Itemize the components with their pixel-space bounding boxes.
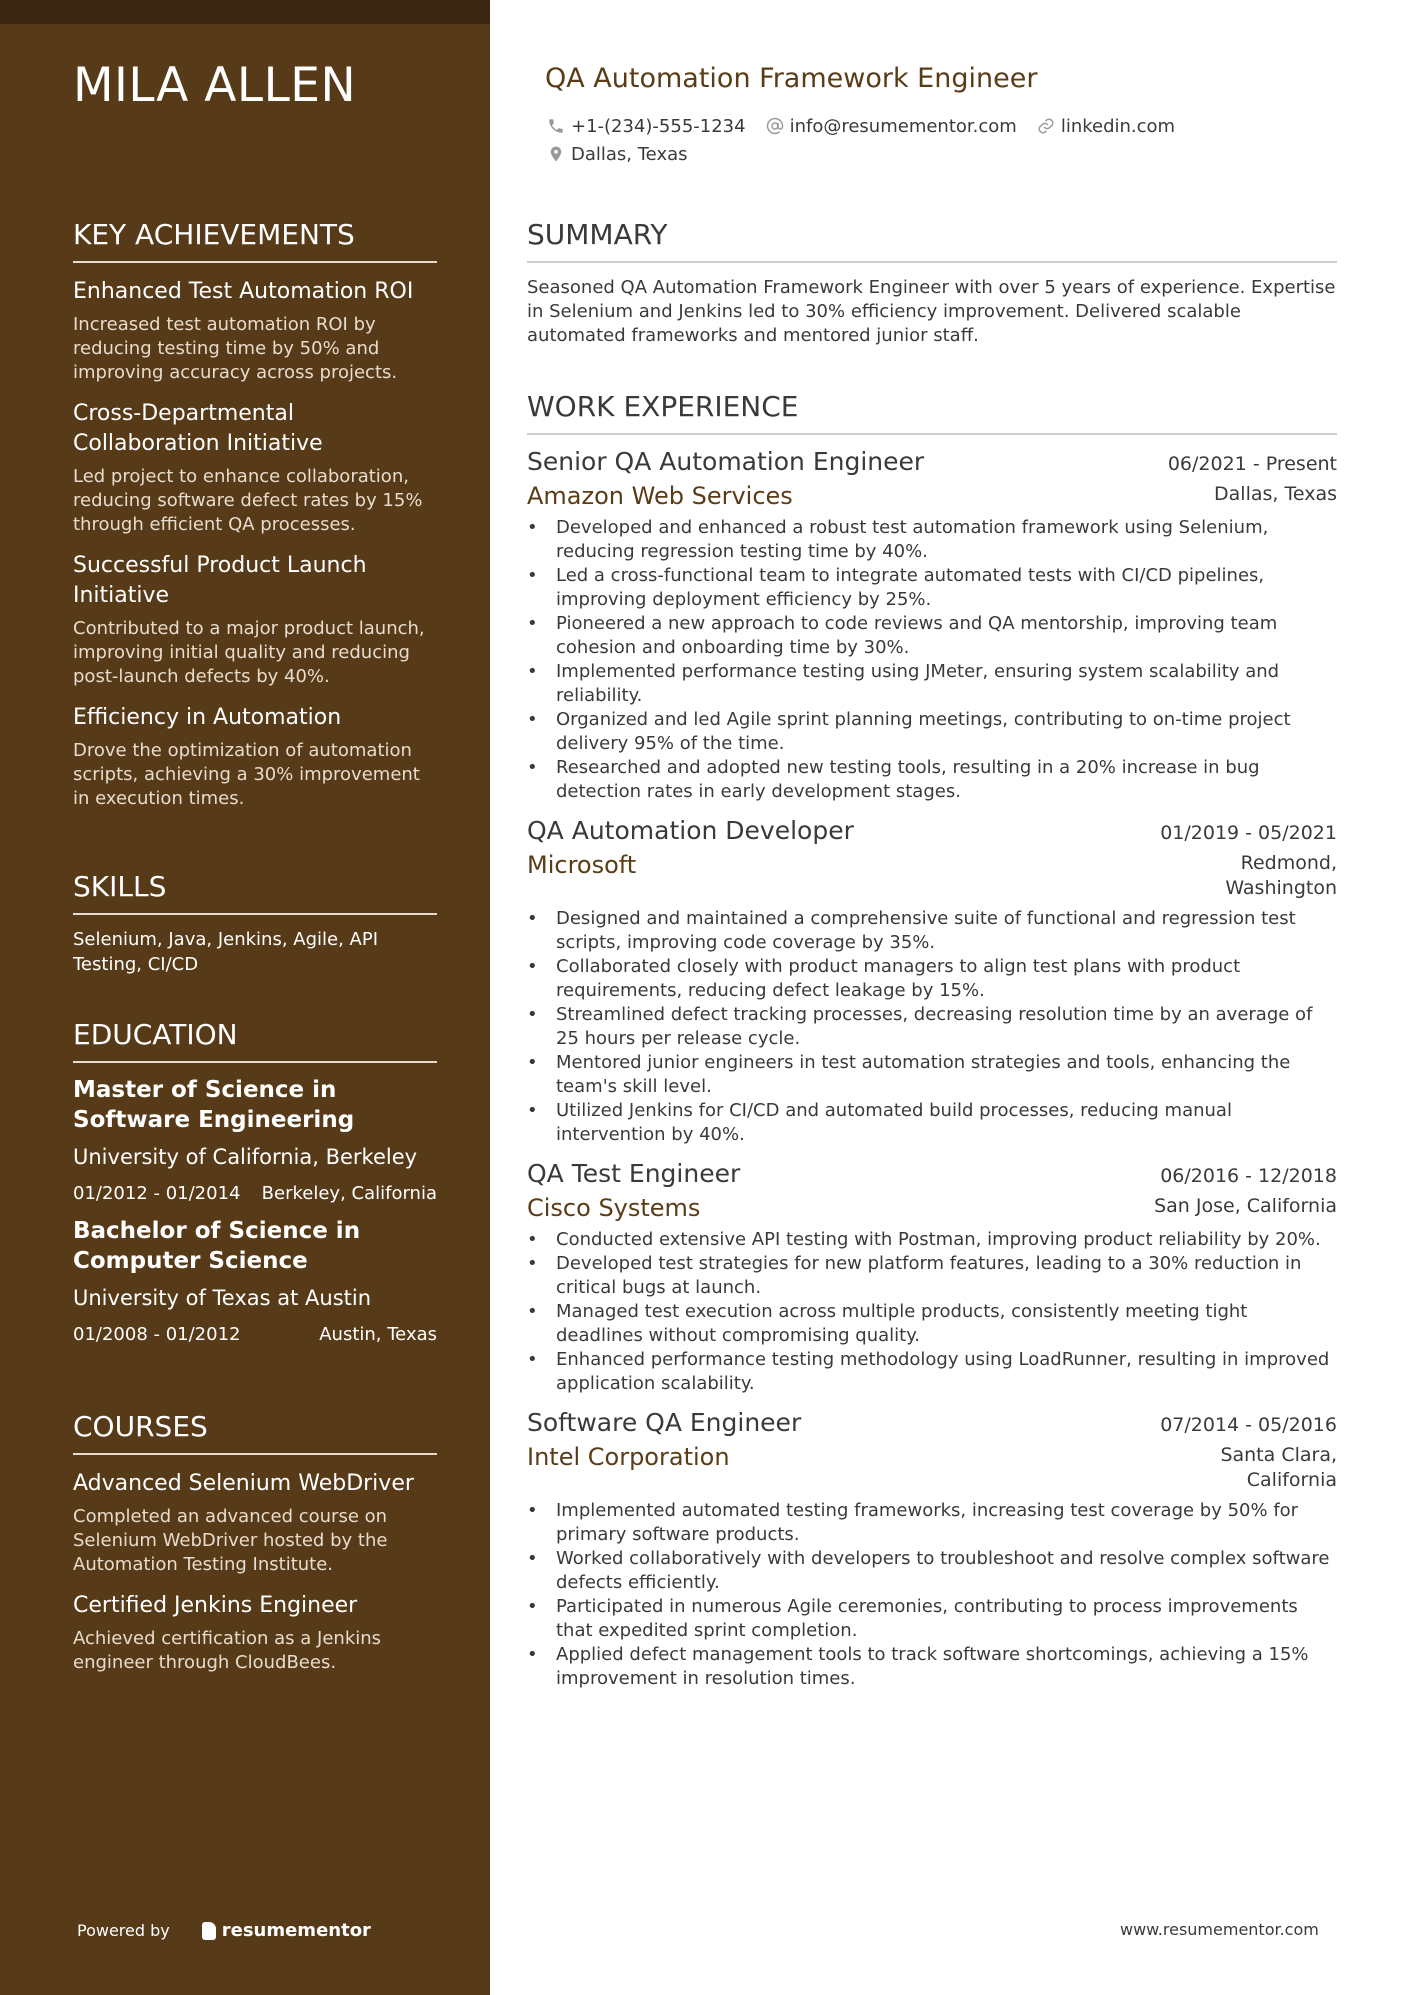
job-company: Intel Corporation xyxy=(527,1443,730,1471)
job-dates: 06/2016 - 12/2018 xyxy=(1160,1165,1337,1187)
location-text: Dallas, Texas xyxy=(571,143,688,165)
resumementor-logo[interactable] xyxy=(202,1920,371,1941)
achievement-item xyxy=(73,277,437,385)
achievement-title: Efficiency in Automation xyxy=(73,705,342,730)
phone-text: +1-(234)-555-1234 xyxy=(571,115,746,137)
target-job-title: QA Automation Framework Engineer xyxy=(545,63,1038,94)
sidebar-top-bar xyxy=(0,0,490,24)
achievement-desc: Contributed to a major product launch, improving initial quality and reducing post-launch defects by 40%. xyxy=(73,618,425,687)
bullet-item: • Implemented performance testing using JMeter, ensuring system scalability and reliability. xyxy=(527,660,1337,708)
course-item xyxy=(73,1591,437,1675)
course-desc: Completed an advanced course on Selenium WebDriver hosted by the Automation Testing Institute. xyxy=(73,1506,388,1575)
job-company: Amazon Web Services xyxy=(527,482,793,510)
bullet-item: • Developed and enhanced a robust test automation framework using Selenium, reducing regression testing time by 40%. xyxy=(527,516,1337,564)
education-heading: EDUCATION xyxy=(73,1018,437,1063)
skills-section xyxy=(73,870,437,977)
job-location: Santa Clara, California xyxy=(1220,1444,1337,1491)
sidebar xyxy=(0,0,490,1995)
contact-info xyxy=(547,112,1195,168)
job-location: Dallas, Texas xyxy=(1214,483,1337,505)
bullet-item: • Organized and led Agile sprint planning meetings, contributing to on-time project delivery 95% of the time. xyxy=(527,708,1337,756)
job-role: Software QA Engineer xyxy=(527,1408,802,1437)
bullet-item: • Streamlined defect tracking processes, decreasing resolution time by an average of 25 hours per release cycle. xyxy=(527,1003,1337,1051)
job-location: Redmond, Washington xyxy=(1225,852,1337,899)
job-bullets xyxy=(527,1499,1337,1691)
summary-section xyxy=(527,218,1337,348)
skills-heading: SKILLS xyxy=(73,870,437,915)
bullet-item: • Worked collaboratively with developers to troubleshoot and resolve complex software defects efficiently. xyxy=(527,1547,1337,1595)
powered-by-label: Powered by xyxy=(77,1921,170,1940)
job-role: QA Automation Developer xyxy=(527,816,854,845)
achievement-item xyxy=(73,399,437,537)
linkedin-contact[interactable] xyxy=(1037,116,1175,137)
powered-by xyxy=(77,1920,371,1941)
job-bullets xyxy=(527,907,1337,1147)
job-location: San Jose, California xyxy=(1154,1195,1337,1217)
course-title: Advanced Selenium WebDriver xyxy=(73,1471,414,1496)
bullet-item: • Applied defect management tools to track software shortcomings, achieving a 15% improvement in resolution times. xyxy=(527,1643,1337,1691)
course-desc: Achieved certification as a Jenkins engineer through CloudBees. xyxy=(73,1628,382,1673)
job-company: Microsoft xyxy=(527,851,637,879)
key-achievements-section xyxy=(73,218,437,811)
email-contact[interactable] xyxy=(766,116,1017,137)
skills-list: Selenium, Java, Jenkins, Agile, API Testing, CI/CD xyxy=(73,929,379,975)
achievement-title: Successful Product Launch Initiative xyxy=(73,553,367,608)
job-entry xyxy=(527,1159,1337,1396)
candidate-name: MILA ALLEN xyxy=(73,58,357,113)
education-item xyxy=(73,1075,437,1204)
job-dates: 07/2014 - 05/2016 xyxy=(1160,1414,1337,1436)
key-achievements-heading: KEY ACHIEVEMENTS xyxy=(73,218,437,263)
edu-dates: 01/2012 - 01/2014 xyxy=(73,1183,241,1204)
edu-degree: Bachelor of Science in Computer Science xyxy=(73,1218,361,1274)
footer-url[interactable]: www.resumementor.com xyxy=(1120,1920,1319,1939)
summary-heading: SUMMARY xyxy=(527,218,1337,263)
bullet-item: • Collaborated closely with product managers to align test plans with product requirements, reducing defect leakage by 15%. xyxy=(527,955,1337,1003)
job-dates: 01/2019 - 05/2021 xyxy=(1160,822,1337,844)
bullet-item: • Developed test strategies for new platform features, leading to a 30% reduction in critical bugs at launch. xyxy=(527,1252,1337,1300)
job-entry xyxy=(527,447,1337,804)
bullet-item: • Enhanced performance testing methodology using LoadRunner, resulting in improved application scalability. xyxy=(527,1348,1337,1396)
linkedin-text: linkedin.com xyxy=(1060,115,1176,137)
job-entry xyxy=(527,816,1337,1147)
achievement-desc: Led project to enhance collaboration, reducing software defect rates by 15% through efficient QA processes. xyxy=(73,466,423,535)
education-item xyxy=(73,1216,437,1345)
edu-degree: Master of Science in Software Engineering xyxy=(73,1077,355,1133)
email-text: info@resumementor.com xyxy=(789,115,1017,137)
summary-text: Seasoned QA Automation Framework Engineer with over 5 years of experience. Expertise in Selenium and Jenkins led to 30% efficiency improvement. Delivered scalable automated frameworks and mentored junior staff. xyxy=(527,277,1336,346)
phone-icon xyxy=(547,117,565,135)
edu-location: Austin, Texas xyxy=(319,1324,437,1345)
bullet-item: • Mentored junior engineers in test automation strategies and tools, enhancing the team's skill level. xyxy=(527,1051,1337,1099)
bullet-item: • Managed test execution across multiple products, consistently meeting tight deadlines without compromising quality. xyxy=(527,1300,1337,1348)
link-icon xyxy=(1037,117,1055,135)
location-pin-icon xyxy=(547,145,565,163)
job-entry xyxy=(527,1408,1337,1691)
courses-section xyxy=(73,1410,437,1675)
bullet-item: • Designed and maintained a comprehensive suite of functional and regression test scripts, improving code coverage by 35%. xyxy=(527,907,1337,955)
course-item xyxy=(73,1469,437,1577)
achievement-title: Cross-Departmental Collaboration Initiative xyxy=(73,401,323,456)
job-company: Cisco Systems xyxy=(527,1194,701,1222)
achievement-title: Enhanced Test Automation ROI xyxy=(73,279,414,304)
achievement-item xyxy=(73,551,437,689)
job-dates: 06/2021 - Present xyxy=(1167,453,1337,475)
achievement-desc: Drove the optimization of automation scripts, achieving a 30% improvement in execution times. xyxy=(73,740,420,809)
courses-heading: COURSES xyxy=(73,1410,437,1455)
achievement-desc: Increased test automation ROI by reducing testing time by 50% and improving accuracy across projects. xyxy=(73,314,398,383)
resumementor-logo-icon xyxy=(202,1922,216,1940)
job-bullets xyxy=(527,516,1337,804)
job-role: QA Test Engineer xyxy=(527,1159,741,1188)
brand-name: resumementor xyxy=(221,1920,371,1941)
bullet-item: • Participated in numerous Agile ceremonies, contributing to process improvements that expedited sprint completion. xyxy=(527,1595,1337,1643)
bullet-item: • Utilized Jenkins for CI/CD and automated build processes, reducing manual intervention by 40%. xyxy=(527,1099,1337,1147)
work-experience-section xyxy=(527,390,1337,1691)
education-section xyxy=(73,1018,437,1345)
location-contact xyxy=(547,144,688,165)
achievement-item xyxy=(73,703,437,811)
job-bullets xyxy=(527,1228,1337,1396)
edu-dates: 01/2008 - 01/2012 xyxy=(73,1324,241,1345)
bullet-item: • Conducted extensive API testing with Postman, improving product reliability by 20%. xyxy=(527,1228,1337,1252)
edu-school: University of California, Berkeley xyxy=(73,1145,418,1169)
at-icon xyxy=(766,117,784,135)
edu-location: Berkeley, California xyxy=(261,1183,437,1204)
work-experience-heading: WORK EXPERIENCE xyxy=(527,390,1337,435)
bullet-item: • Pioneered a new approach to code reviews and QA mentorship, improving team cohesion and onboarding time by 30%. xyxy=(527,612,1337,660)
job-role: Senior QA Automation Engineer xyxy=(527,447,925,476)
bullet-item: • Researched and adopted new testing tools, resulting in a 20% increase in bug detection rates in early development stages. xyxy=(527,756,1337,804)
phone-contact[interactable] xyxy=(547,116,746,137)
bullet-item: • Implemented automated testing frameworks, increasing test coverage by 50% for primary software products. xyxy=(527,1499,1337,1547)
course-title: Certified Jenkins Engineer xyxy=(73,1593,358,1618)
edu-school: University of Texas at Austin xyxy=(73,1286,372,1310)
bullet-item: • Led a cross-functional team to integrate automated tests with CI/CD pipelines, improving deployment efficiency by 25%. xyxy=(527,564,1337,612)
